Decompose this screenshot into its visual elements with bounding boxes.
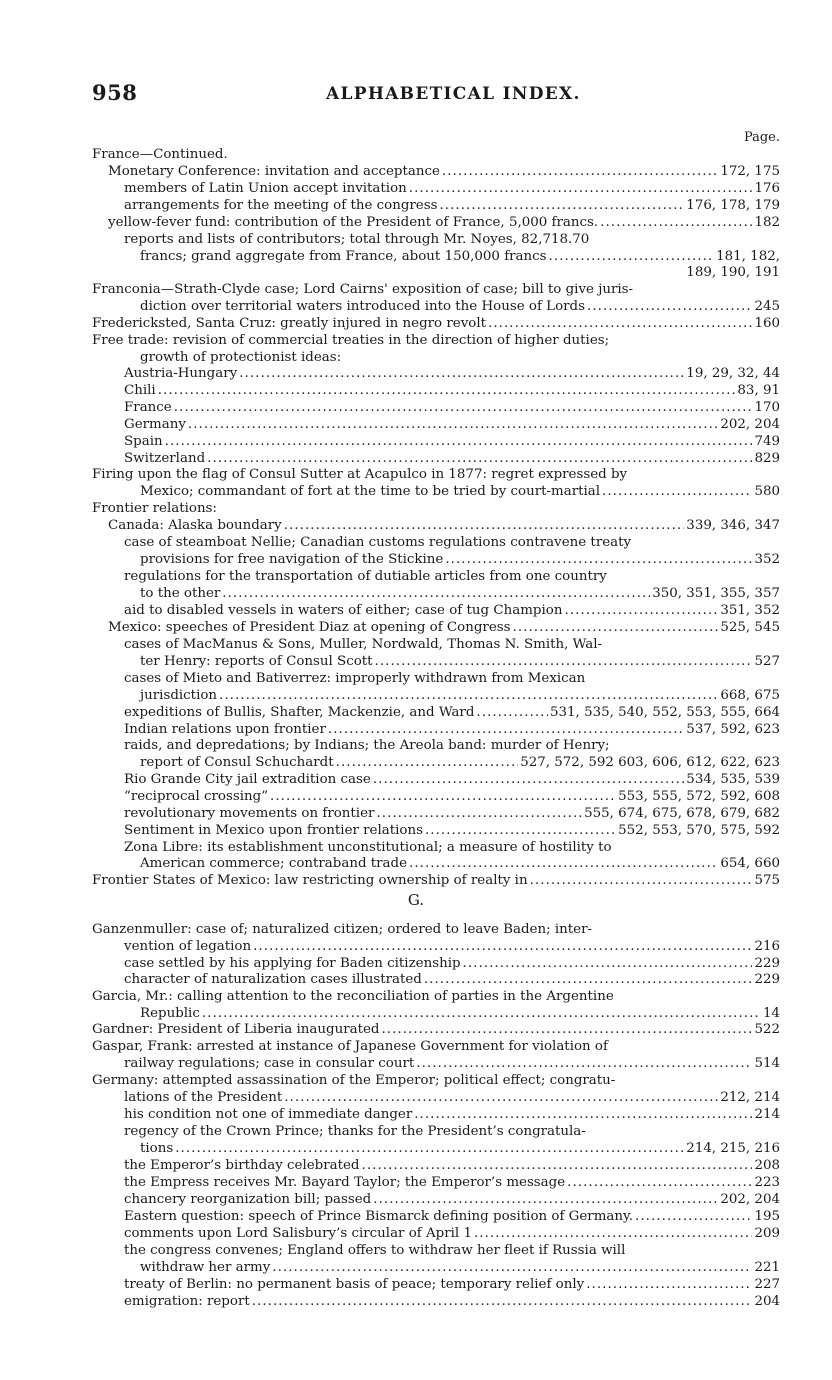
entry-text: Canada: Alaska boundary [108, 518, 282, 533]
entry-pages: 214 [754, 1107, 780, 1122]
index-entry [92, 1072, 780, 1089]
entry-text: France [124, 400, 172, 415]
index-entry [124, 636, 780, 653]
spacer [140, 264, 686, 281]
running-title: ALPHABETICAL INDEX. [326, 84, 581, 104]
entry-pages: 212, 214 [720, 1090, 780, 1105]
entry-text: Garcia, Mr.: calling attention to the reconciliation of parties in the Argentine [92, 989, 614, 1004]
dot-leader [600, 214, 752, 231]
index-entry [140, 298, 780, 315]
index-entry [92, 146, 785, 163]
entry-pages: 829 [754, 451, 780, 466]
index-entry [140, 653, 780, 670]
entry-text: cases of Mieto and Bativerrez: improperly withdrawn from Mexican [124, 671, 586, 686]
index-entry [124, 1055, 780, 1072]
entry-text: his condition not one of immediate danger [124, 1107, 413, 1122]
index-entry [124, 450, 780, 467]
dot-leader [202, 1005, 761, 1022]
index-entry [124, 1089, 780, 1106]
index-entry [124, 1208, 780, 1225]
entry-text: withdraw her army [140, 1260, 271, 1275]
index-entry [124, 971, 780, 988]
dot-leader [222, 585, 650, 602]
index-entry [92, 315, 780, 332]
dot-leader [587, 298, 752, 315]
entry-text: Switzerland [124, 451, 206, 466]
dot-leader [375, 653, 753, 670]
entry-pages: 223 [754, 1175, 780, 1190]
dot-leader [174, 399, 753, 416]
index-entry [124, 805, 780, 822]
index-entry [140, 687, 780, 704]
entry-pages: 534, 535, 539 [686, 772, 780, 787]
entry-text: Chili [124, 383, 156, 398]
dot-leader [564, 602, 718, 619]
entry-pages: 214, 215, 216 [686, 1141, 780, 1156]
dot-leader [219, 687, 718, 704]
index-entry [124, 602, 780, 619]
entry-text: to the other [140, 586, 221, 601]
entry-text: Zona Libre: its establishment unconstitutional; a measure of hostility to [124, 840, 612, 855]
entry-text: treaty of Berlin: no permanent basis of peace; temporary relief only [124, 1277, 585, 1292]
index-entry [124, 416, 780, 433]
index-entry [140, 248, 780, 265]
index-entry [124, 788, 780, 805]
index-entry [108, 214, 780, 231]
entry-text: aid to disabled vessels in waters of either; case of tug Champion [124, 603, 563, 618]
entry-text: regulations for the transportation of dutiable articles from one country [124, 569, 607, 584]
entry-pages: 339, 346, 347 [686, 518, 780, 533]
dot-leader [270, 788, 616, 805]
index-entry [124, 399, 780, 416]
index-entry [92, 872, 780, 889]
index-entry [92, 332, 780, 349]
entry-text: Franconia—Strath-Clyde case; Lord Cairns' exposition of case; bill to give juris- [92, 282, 634, 297]
index-entry [124, 1225, 780, 1242]
entry-pages: 525, 545 [720, 620, 780, 635]
entry-pages: 202, 204 [720, 1192, 780, 1207]
entry-text: revolutionary movements on frontier [124, 806, 375, 821]
index-entry [124, 737, 780, 754]
entry-text: Eastern question: speech of Prince Bismarck defining position of Germany. [124, 1209, 634, 1224]
entry-pages: 182 [754, 215, 780, 230]
index-entry [92, 281, 780, 298]
index-entry [92, 466, 780, 483]
entry-text: railway regulations; case in consular court [124, 1056, 415, 1071]
index-entry [92, 1038, 780, 1055]
entry-text: expeditions of Bullis, Shafter, Mackenzie, and Ward [124, 705, 475, 720]
dot-leader [513, 619, 719, 636]
entry-pages: 172, 175 [720, 164, 780, 179]
index-entry [140, 349, 780, 366]
entry-text: francs; grand aggregate from France, about 150,000 francs [140, 249, 547, 264]
entry-pages: 202, 204 [720, 417, 780, 432]
index-entry [124, 670, 780, 687]
entry-text: arrangements for the meeting of the congress [124, 198, 438, 213]
index-entry [124, 1242, 780, 1259]
dot-leader [474, 1225, 752, 1242]
entry-text: diction over territorial waters introduced into the House of Lords [140, 299, 585, 314]
index-entry [140, 1259, 780, 1276]
entry-pages: 204 [754, 1294, 780, 1309]
entry-pages: 527 [754, 654, 780, 669]
index-entry [140, 264, 780, 281]
index-entry [124, 433, 780, 450]
index-entry [124, 1157, 780, 1174]
dot-leader [207, 450, 752, 467]
entry-pages: 514 [754, 1056, 780, 1071]
entry-text: members of Latin Union accept invitation [124, 181, 407, 196]
entry-text: American commerce; contraband trade [140, 856, 408, 871]
entry-text: chancery reorganization bill; passed [124, 1192, 372, 1207]
entry-text: Spain [124, 434, 163, 449]
dot-leader [373, 771, 684, 788]
dot-leader [530, 872, 753, 889]
entry-text: Germany [124, 417, 186, 432]
index-entry [140, 483, 780, 500]
index-entry [140, 754, 780, 771]
entry-text: regency of the Crown Prince; thanks for the President’s congratula- [124, 1124, 586, 1139]
index-entry [124, 180, 780, 197]
dot-leader [239, 365, 684, 382]
entry-pages: 160 [754, 316, 780, 331]
dot-leader [373, 1191, 718, 1208]
entry-text: Firing upon the flag of Consul Sutter at Acapulco in 1877: regret expressed by [92, 467, 628, 482]
entry-pages: 668, 675 [720, 688, 780, 703]
index-entry [124, 721, 780, 738]
entry-pages: 208 [754, 1158, 780, 1173]
entry-pages: 221 [754, 1260, 780, 1275]
index-entry [108, 163, 780, 180]
dot-leader [463, 955, 753, 972]
entry-text: Austria-Hungary [124, 366, 238, 381]
dot-leader [425, 822, 616, 839]
entry-text: tions [140, 1141, 174, 1156]
entry-text: cases of MacManus & Sons, Muller, Nordwald, Thomas N. Smith, Wal- [124, 637, 603, 652]
entry-pages: 654, 660 [720, 856, 780, 871]
section-heading-g: G. [407, 891, 425, 909]
dot-leader [439, 197, 684, 214]
dot-leader [188, 416, 718, 433]
entry-pages: 227 [754, 1277, 780, 1292]
index-entry [108, 517, 780, 534]
entry-text: Germany: attempted assassination of the Emperor; political effect; congratu- [92, 1073, 616, 1088]
entry-pages: 229 [754, 972, 780, 987]
entry-pages: 209 [754, 1226, 780, 1241]
index-entry [124, 1106, 780, 1123]
entry-text: lations of the President [124, 1090, 283, 1105]
entry-pages: 527, 572, 592 603, 606, 612, 622, 623 [520, 755, 780, 770]
index-entry [124, 197, 780, 214]
entry-text: raids, and depredations; by Indians; the Areola band: murder of Henry; [124, 738, 610, 753]
dot-leader [253, 938, 752, 955]
entry-text: Frontier relations: [92, 501, 217, 516]
index-entry [124, 231, 710, 248]
dot-leader [635, 1208, 752, 1225]
page-number: 958 [92, 80, 138, 105]
entry-text: jurisdiction [140, 688, 218, 703]
index-entry [92, 921, 780, 938]
entry-text: Ganzenmuller: case of; naturalized citizen; ordered to leave Baden; inter- [92, 922, 592, 937]
dot-leader [175, 1140, 684, 1157]
index-entry [124, 1123, 780, 1140]
entry-text: Sentiment in Mexico upon frontier relations [124, 823, 423, 838]
index-entry [92, 500, 780, 517]
index-entry [124, 1276, 780, 1293]
dot-leader [336, 754, 519, 771]
dot-leader [328, 721, 684, 738]
index-entry [140, 1005, 780, 1022]
dot-leader [409, 180, 753, 197]
dot-leader [284, 517, 685, 534]
entry-text: reports and lists of contributors; total through Mr. Noyes, 82,718.70 [124, 232, 590, 247]
entry-pages: 229 [754, 956, 780, 971]
entry-pages: 14 [762, 1006, 780, 1021]
entry-pages: 19, 29, 32, 44 [686, 366, 780, 381]
entry-text: Mexico; commandant of fort at the time to be tried by court-martial [140, 484, 601, 499]
entry-pages: 522 [754, 1022, 780, 1037]
index-entry [124, 534, 780, 551]
entry-pages: 216 [754, 939, 780, 954]
entry-text: “reciprocal crossing” [124, 789, 269, 804]
index-entry [124, 704, 780, 721]
dot-leader [586, 1276, 752, 1293]
entry-pages: 245 [754, 299, 780, 314]
index-entry [140, 1140, 780, 1157]
entry-pages: 553, 555, 572, 592, 608 [618, 789, 780, 804]
entry-pages: 176 [754, 181, 780, 196]
entry-text: Gaspar, Frank: arrested at instance of Japanese Government for violation of [92, 1039, 608, 1054]
dot-leader [549, 248, 715, 265]
entry-text: provisions for free navigation of the Stickine [140, 552, 444, 567]
page-column-label: Page. [743, 130, 780, 145]
dot-leader [602, 483, 752, 500]
dot-leader [165, 433, 753, 450]
entry-pages: 189, 190, 191 [686, 265, 780, 280]
dot-leader [381, 1021, 752, 1038]
index-entry [124, 938, 780, 955]
dot-leader [416, 1055, 752, 1072]
entry-text: Free trade: revision of commercial treaties in the direction of higher duties; [92, 333, 610, 348]
index-entry [124, 568, 780, 585]
entry-text: case of steamboat Nellie; Canadian customs regulations contravene treaty [124, 535, 632, 550]
index-entry [124, 771, 780, 788]
entry-pages: 552, 553, 570, 575, 592 [618, 823, 780, 838]
index-entry [92, 1021, 780, 1038]
index-entry [124, 822, 780, 839]
dot-leader [476, 704, 548, 721]
index-entry [140, 585, 780, 602]
index-entry [124, 1174, 780, 1191]
entry-text: vention of legation [124, 939, 252, 954]
dot-leader [409, 855, 718, 872]
index-entry [124, 1191, 780, 1208]
entry-text: comments upon Lord Salisbury’s circular of April 1 [124, 1226, 472, 1241]
entry-text: yellow-fever fund: contribution of the President of France, 5,000 francs. [108, 215, 599, 230]
entry-pages: 531, 535, 540, 552, 553, 555, 664 [550, 705, 780, 720]
dot-leader [158, 382, 736, 399]
dot-leader [567, 1174, 752, 1191]
entry-text: Monetary Conference: invitation and acceptance [108, 164, 440, 179]
index-entry [108, 619, 780, 636]
dot-leader [414, 1106, 752, 1123]
entry-pages: 537, 592, 623 [686, 722, 780, 737]
index-entry [124, 365, 780, 382]
index-entry [124, 382, 780, 399]
index-entry [124, 839, 780, 856]
entry-text: Indian relations upon frontier [124, 722, 326, 737]
entry-text: France—Continued. [92, 147, 228, 162]
entry-text: Fredericksted, Santa Cruz: greatly injured in negro revolt [92, 316, 486, 331]
dot-leader [284, 1089, 718, 1106]
dot-leader [252, 1293, 753, 1310]
entry-pages: 170 [754, 400, 780, 415]
entry-pages: 580 [754, 484, 780, 499]
entry-text: the congress convenes; England offers to withdraw her fleet if Russia will [124, 1243, 626, 1258]
entry-text: character of naturalization cases illustrated [124, 972, 422, 987]
entry-pages: 195 [754, 1209, 780, 1224]
entry-pages: 555, 674, 675, 678, 679, 682 [584, 806, 780, 821]
entry-pages: 351, 352 [720, 603, 780, 618]
dot-leader [376, 805, 582, 822]
entry-text: Frontier States of Mexico: law restricting ownership of realty in [92, 873, 528, 888]
entry-text: ter Henry: reports of Consul Scott [140, 654, 373, 669]
entry-pages: 352 [754, 552, 780, 567]
entry-text: the Emperor’s birthday celebrated [124, 1158, 360, 1173]
entry-text: Gardner: President of Liberia inaugurated [92, 1022, 380, 1037]
entry-text: Rio Grande City jail extradition case [124, 772, 371, 787]
index-entry [124, 1293, 780, 1310]
dot-leader [272, 1259, 752, 1276]
index-entry [92, 988, 780, 1005]
entry-pages: 181, 182, [716, 249, 780, 264]
entry-pages: 83, 91 [737, 383, 780, 398]
dot-leader [442, 163, 718, 180]
dot-leader [488, 315, 752, 332]
index-entry [140, 855, 780, 872]
entry-text: Mexico: speeches of President Diaz at opening of Congress [108, 620, 511, 635]
entry-text: report of Consul Schuchardt [140, 755, 334, 770]
entry-pages: 749 [754, 434, 780, 449]
entry-text: Republic [140, 1006, 200, 1021]
entry-pages: 575 [754, 873, 780, 888]
index-entry [124, 955, 780, 972]
index-entry [140, 551, 780, 568]
entry-text: case settled by his applying for Baden citizenship [124, 956, 461, 971]
dot-leader [424, 971, 753, 988]
entry-text: emigration: report [124, 1294, 250, 1309]
entry-text: growth of protectionist ideas: [140, 350, 342, 365]
entry-pages: 176, 178, 179 [686, 198, 780, 213]
entry-pages: 350, 351, 355, 357 [652, 586, 780, 601]
dot-leader [445, 551, 752, 568]
entry-text: the Empress receives Mr. Bayard Taylor; the Emperor’s message [124, 1175, 566, 1190]
dot-leader [362, 1157, 753, 1174]
